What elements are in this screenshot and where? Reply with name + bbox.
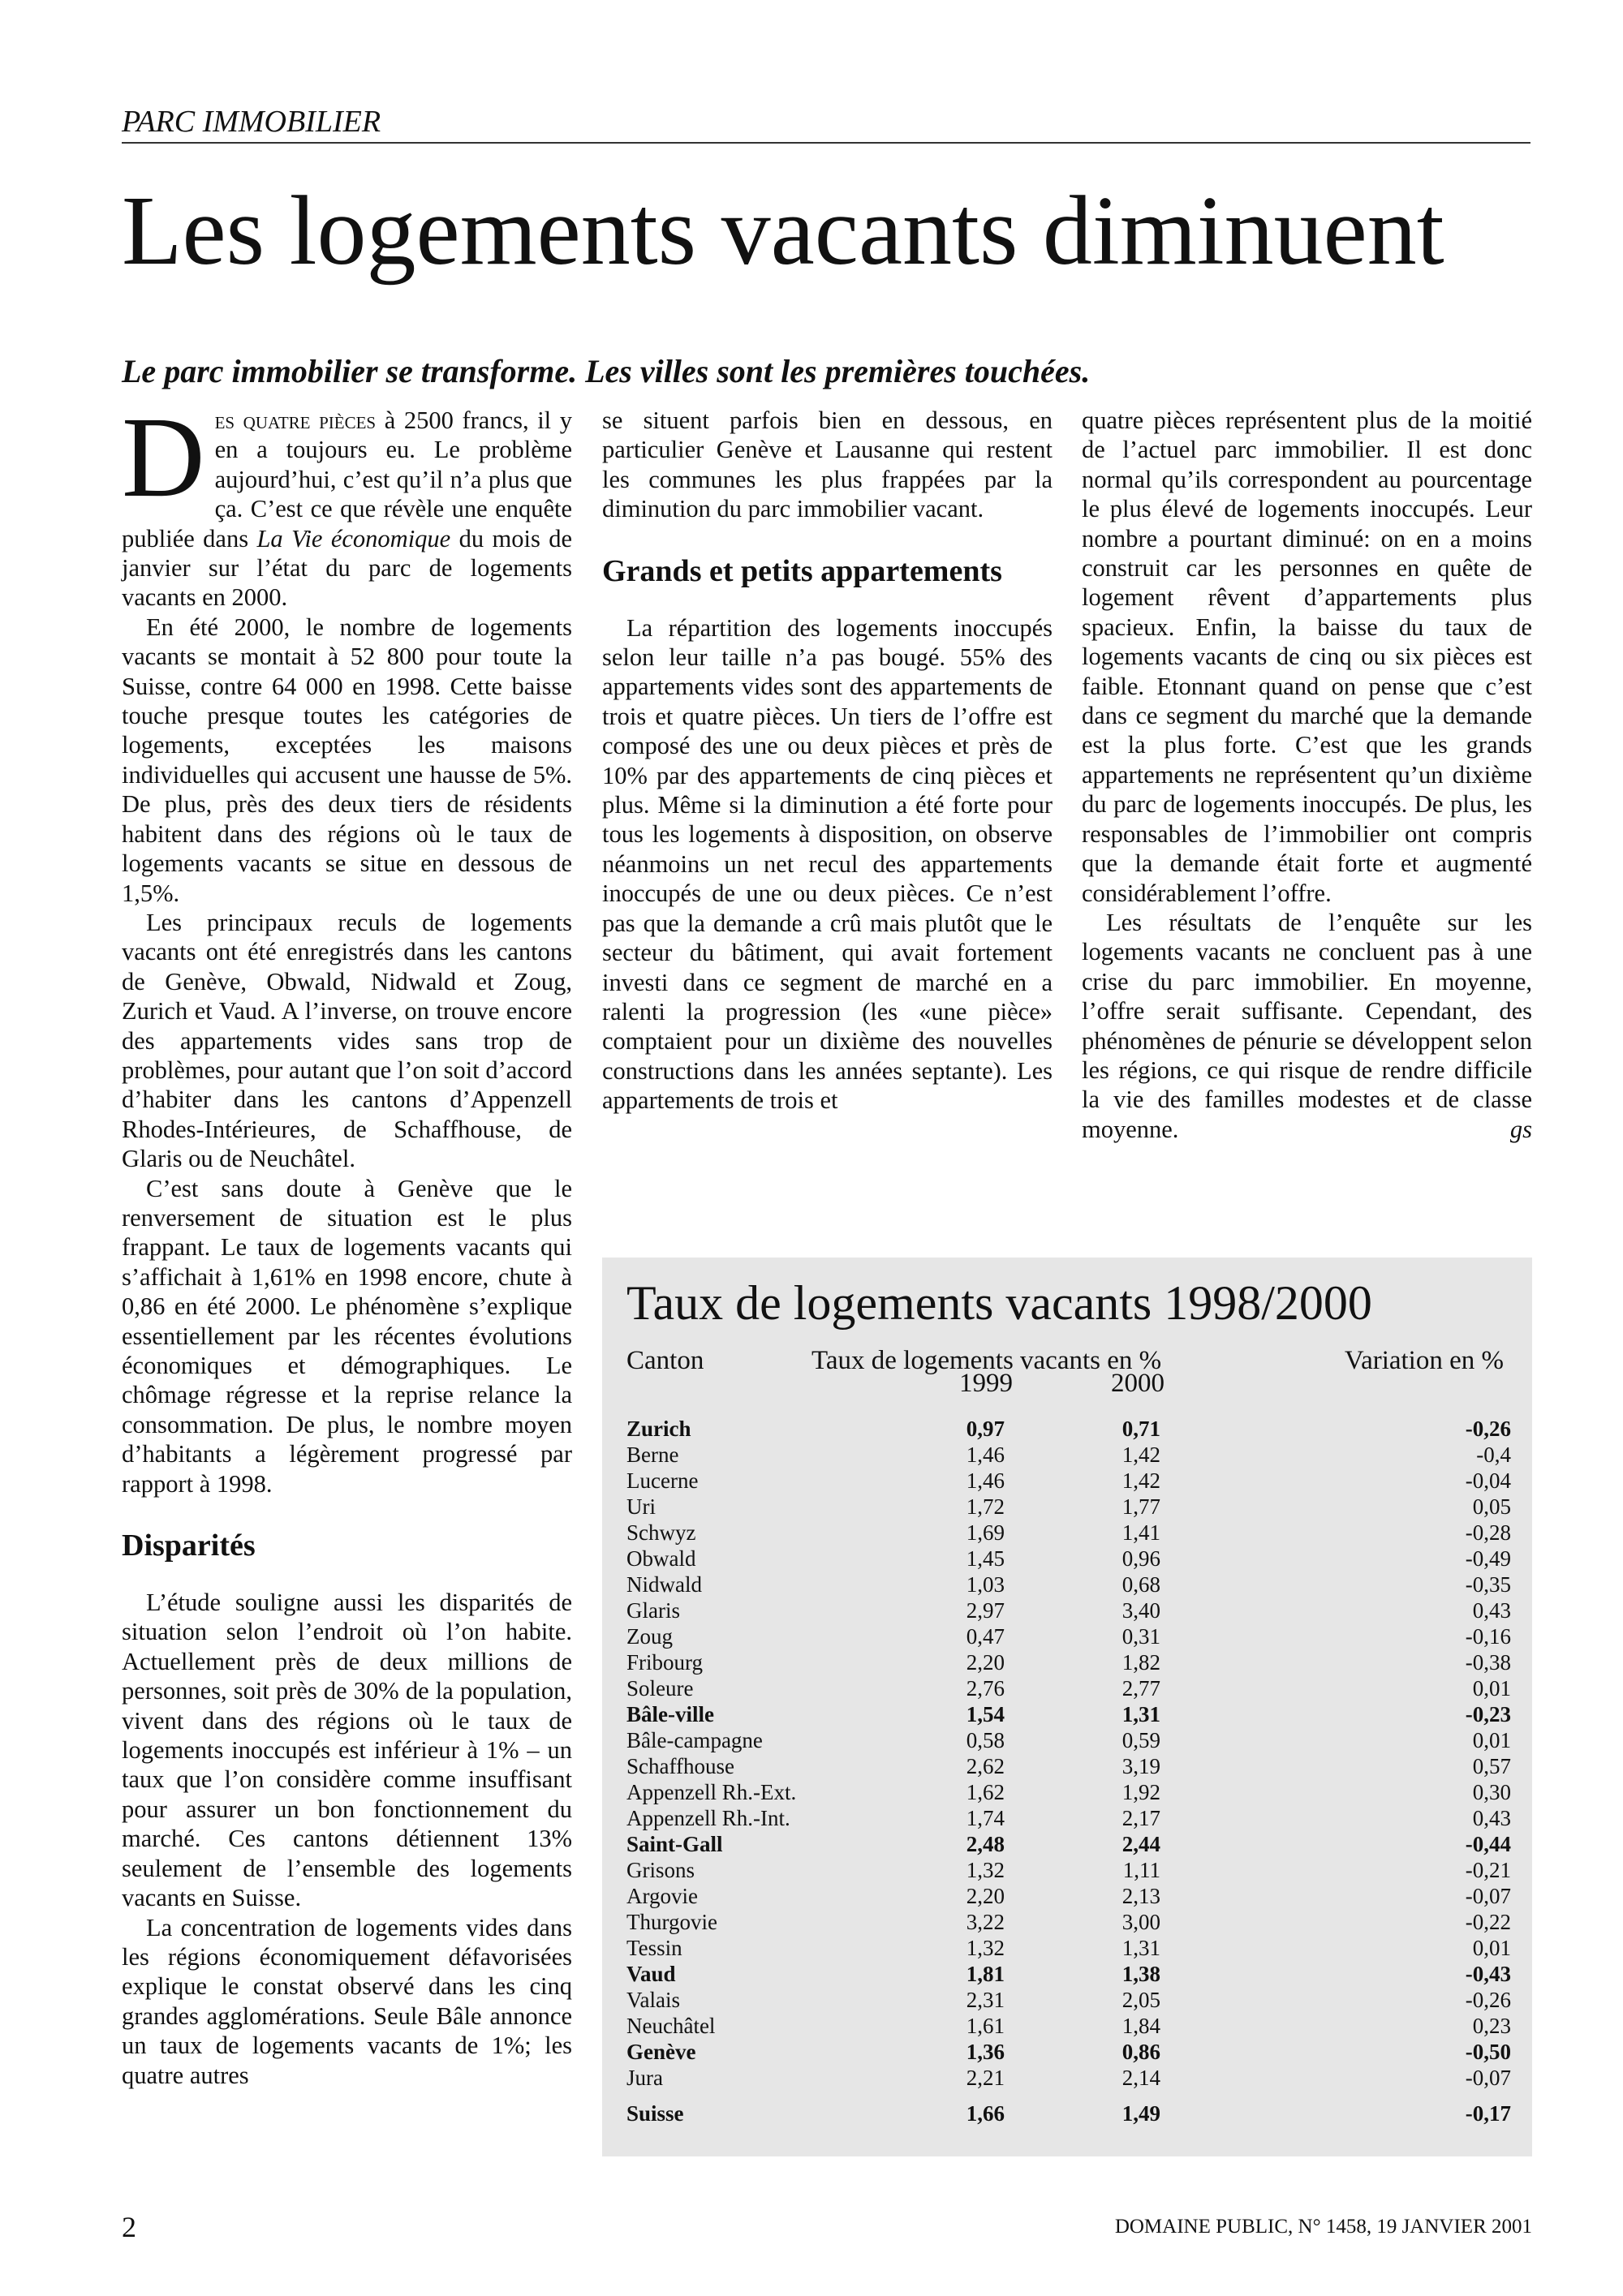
rate-2000-cell: 1,38 bbox=[1121, 1962, 1160, 1986]
rate-2000-cell: 1,82 bbox=[1121, 1650, 1160, 1675]
rate-1999-cell: 2,62 bbox=[966, 1754, 1005, 1778]
variation-cell: -0,07 bbox=[1465, 2066, 1511, 2090]
intro-smallcaps: es quatre pièces bbox=[214, 406, 377, 434]
variation-cell: -0,38 bbox=[1465, 1650, 1511, 1675]
rate-1999-cell: 1,69 bbox=[966, 1520, 1005, 1545]
canton-cell: Argovie bbox=[626, 1884, 698, 1908]
rate-1999-cell: 2,48 bbox=[966, 1832, 1005, 1856]
rate-2000-cell: 1,42 bbox=[1121, 1468, 1160, 1493]
variation-cell: -0,21 bbox=[1465, 1858, 1511, 1882]
rate-2000-cell: 1,49 bbox=[1121, 2101, 1160, 2126]
rate-2000-cell: 3,40 bbox=[1121, 1598, 1160, 1623]
section-label: PARC IMMOBILIER bbox=[122, 101, 1530, 144]
table-row bbox=[626, 1805, 1511, 1831]
intro-text-end: du mois de janvier sur l’état du parc de logements vacants en 2000. bbox=[122, 524, 573, 612]
table-row bbox=[626, 1701, 1511, 1727]
table-row bbox=[626, 1753, 1511, 1779]
rate-2000-cell: 1,84 bbox=[1121, 2014, 1160, 2038]
article-column-3 bbox=[1082, 406, 1532, 1144]
table-rows bbox=[626, 1416, 1511, 2126]
rate-1999-cell: 1,74 bbox=[966, 1806, 1005, 1830]
rate-2000-cell: 2,13 bbox=[1121, 1884, 1160, 1908]
table-title: Taux de logements vacants 1998/2000 bbox=[626, 1276, 1372, 1330]
rate-2000-cell: 2,77 bbox=[1121, 1676, 1160, 1701]
table-row bbox=[626, 1520, 1511, 1546]
rate-2000-cell: 1,77 bbox=[1121, 1494, 1160, 1519]
rate-2000-cell: 0,86 bbox=[1121, 2040, 1160, 2064]
canton-cell: Uri bbox=[626, 1494, 656, 1519]
canton-cell: Vaud bbox=[626, 1962, 676, 1986]
table-row bbox=[626, 1597, 1511, 1623]
body-paragraph: L’étude souligne aussi les disparités de situation selon l’endroit où l’on habite. Actuellement près de deux millions de personnes, soit près de 30% de la population, vivent dans des régions où le taux de logements inoccupés est inférieur à 1% – un taux que l’on considère comme insuffisant pour assurer un bon fonctionnement du marché. Ces cantons détiennent 13% seulement de l’ensemble des logements vacants en Suisse. bbox=[122, 1589, 572, 1912]
canton-cell: Zurich bbox=[626, 1417, 691, 1441]
canton-cell: Tessin bbox=[626, 1936, 682, 1960]
rate-1999-cell: 1,03 bbox=[966, 1572, 1005, 1597]
publication-name: La Vie économique bbox=[256, 524, 451, 553]
variation-cell: -0,07 bbox=[1465, 1884, 1511, 1908]
rate-1999-cell: 0,47 bbox=[966, 1624, 1005, 1649]
canton-cell: Neuchâtel bbox=[626, 2014, 716, 2038]
rate-2000-cell: 2,14 bbox=[1121, 2066, 1160, 2090]
rate-1999-cell: 1,61 bbox=[966, 2014, 1005, 2038]
table-row bbox=[626, 1623, 1511, 1649]
body-paragraph bbox=[1082, 908, 1532, 1144]
table-row bbox=[626, 2065, 1511, 2091]
article-column-1 bbox=[122, 393, 573, 2090]
canton-cell: Bâle-campagne bbox=[626, 1728, 763, 1752]
vacancy-rate-table bbox=[602, 1258, 1532, 2156]
canton-cell: Thurgovie bbox=[626, 1910, 717, 1934]
rate-1999-cell: 1,45 bbox=[966, 1546, 1005, 1571]
table-row bbox=[626, 1546, 1511, 1572]
canton-cell: Suisse bbox=[626, 2101, 684, 2126]
variation-cell: -0,50 bbox=[1465, 2040, 1511, 2064]
rate-2000-cell: 3,19 bbox=[1121, 1754, 1160, 1778]
canton-cell: Valais bbox=[626, 1988, 680, 2012]
canton-cell: Nidwald bbox=[626, 1572, 702, 1597]
table-row bbox=[626, 1675, 1511, 1701]
rate-1999-cell: 2,20 bbox=[966, 1884, 1005, 1908]
canton-cell: Bâle-ville bbox=[626, 1702, 714, 1726]
variation-cell: -0,35 bbox=[1465, 1572, 1511, 1597]
table-row bbox=[626, 1779, 1511, 1805]
drop-cap: D bbox=[122, 393, 205, 521]
table-row bbox=[626, 1935, 1511, 1961]
canton-cell: Lucerne bbox=[626, 1468, 699, 1493]
rate-1999-cell: 2,31 bbox=[966, 1988, 1005, 2012]
intro-text: à 2500 francs, il y en a toujours eu. Le problème aujourd’hui, c’est qu’il n’a plus que ça. C’est ce que révèle une enquête publiée dans bbox=[122, 406, 572, 553]
body-paragraph: En été 2000, le nombre de logements vacants se montait à 52 800 pour toute la Suisse, contre 64 000 en 1998. Cette baisse touche presque toutes les catégories de logements, exceptées les maisons individuelles qui accusent une hausse de 5%. De plus, près des deux tiers de résidents habitent dans des régions où le taux de logements vacants se situe en dessous de 1,5%. bbox=[122, 613, 572, 907]
rate-2000-cell: 1,31 bbox=[1121, 1936, 1160, 1960]
rate-1999-cell: 2,76 bbox=[966, 1676, 1005, 1701]
rate-2000-cell: 0,68 bbox=[1121, 1572, 1160, 1597]
canton-cell: Jura bbox=[626, 2066, 663, 2090]
article-lead: Le parc immobilier se transforme. Les villes sont les premières touchées. bbox=[122, 353, 1091, 389]
table-row bbox=[626, 1649, 1511, 1675]
rate-2000-cell: 1,92 bbox=[1121, 1780, 1160, 1804]
table-row bbox=[626, 1909, 1511, 1935]
rate-1999-cell: 1,81 bbox=[966, 1962, 1005, 1986]
table-row bbox=[626, 1468, 1511, 1494]
header-1999: 1999 bbox=[959, 1369, 1013, 1398]
table-row bbox=[626, 2039, 1511, 2065]
subhead-disparites: Disparités bbox=[122, 1529, 256, 1563]
rate-1999-cell: 0,97 bbox=[966, 1417, 1005, 1441]
header-canton: Canton bbox=[626, 1346, 704, 1375]
rate-2000-cell: 1,42 bbox=[1121, 1443, 1160, 1467]
canton-cell: Appenzell Rh.-Ext. bbox=[626, 1780, 797, 1804]
rate-1999-cell: 1,66 bbox=[966, 2101, 1005, 2126]
variation-cell: -0,04 bbox=[1465, 1468, 1511, 1493]
rate-2000-cell: 1,11 bbox=[1122, 1858, 1160, 1882]
table-row bbox=[626, 2013, 1511, 2039]
rate-2000-cell: 2,17 bbox=[1121, 1806, 1160, 1830]
rate-2000-cell: 3,00 bbox=[1121, 1910, 1160, 1934]
rate-2000-cell: 1,41 bbox=[1121, 1520, 1160, 1545]
variation-cell: 0,23 bbox=[1472, 2014, 1511, 2038]
variation-cell: 0,43 bbox=[1472, 1598, 1511, 1623]
canton-cell: Glaris bbox=[626, 1598, 680, 1623]
rate-2000-cell: 1,31 bbox=[1121, 1702, 1160, 1726]
body-paragraph: Les principaux reculs de logements vacants ont été enregistrés dans les cantons de Genève, Obwald, Nidwald et Zoug, Zurich et Vaud. A l’inverse, on trouve encore des appartements vides sans trop de problèmes, pour autant que l’on soit d’accord d’habiter dans les cantons d’Appenzell Rhodes-Intérieures, de Schaffhouse, de Glaris ou de Neuchâtel. bbox=[122, 908, 572, 1173]
rate-1999-cell: 1,72 bbox=[966, 1494, 1005, 1519]
rate-1999-cell: 2,21 bbox=[966, 2066, 1005, 2090]
canton-cell: Berne bbox=[626, 1443, 679, 1467]
rate-1999-cell: 1,54 bbox=[966, 1702, 1005, 1726]
variation-cell: 0,01 bbox=[1472, 1936, 1511, 1960]
variation-cell: 0,05 bbox=[1472, 1494, 1511, 1519]
rate-1999-cell: 1,46 bbox=[966, 1468, 1005, 1493]
rate-2000-cell: 0,59 bbox=[1121, 1728, 1160, 1752]
rate-1999-cell: 1,32 bbox=[966, 1936, 1005, 1960]
variation-cell: 0,01 bbox=[1472, 1728, 1511, 1752]
body-paragraph: La répartition des logements inoccupés selon leur taille n’a pas bougé. 55% des appartements vides sont des appartements de trois et quatre pièces. Un tiers de l’offre est composé des une ou deux pièces et près de 10% par des appartements de cinq pièces et plus. Même si la diminution a été forte pour tous les logements à disposition, on observe néanmoins un net recul des appartements inoccupés de une ou deux pièces. Ce n’est pas que la demande a crû mais plutôt que le secteur du bâtiment, qui avait fortement investi dans ce segment de marché en a ralenti la progression (les «une pièce» comptaient pour un dixième des nouvelles constructions dans les années septante). Les appartements de trois et bbox=[602, 613, 1053, 1115]
rate-1999-cell: 0,58 bbox=[966, 1728, 1005, 1752]
variation-cell: 0,01 bbox=[1472, 1676, 1511, 1701]
rate-1999-cell: 1,32 bbox=[966, 1858, 1005, 1882]
canton-cell: Appenzell Rh.-Int. bbox=[626, 1806, 790, 1830]
variation-cell: -0,23 bbox=[1465, 1702, 1511, 1726]
page-number: 2 bbox=[122, 2211, 136, 2243]
table-row bbox=[626, 1987, 1511, 2013]
body-paragraph: C’est sans doute à Genève que le renversement de situation est le plus frappant. Le taux de logements vacants qui s’affichait à 1,61% en 1998 encore, chute à 0,86 en été 2000. Le phénomène s’explique essentiellement par les récentes évolutions économiques et démographiques. Le chômage régresse et la reprise relance la consommation. De plus, le nombre moyen d’habitants a légèrement progressé par rapport à 1998. bbox=[122, 1174, 572, 1498]
canton-cell: Fribourg bbox=[626, 1650, 704, 1675]
header-rate: Taux de logements vacants en % bbox=[812, 1346, 1162, 1375]
variation-cell: 0,30 bbox=[1472, 1780, 1511, 1804]
canton-cell: Grisons bbox=[626, 1858, 695, 1882]
rate-1999-cell: 2,20 bbox=[966, 1650, 1005, 1675]
rate-2000-cell: 0,71 bbox=[1121, 1417, 1160, 1441]
table-row bbox=[626, 1831, 1511, 1857]
canton-cell: Zoug bbox=[626, 1624, 673, 1649]
table-row bbox=[626, 1442, 1511, 1468]
canton-cell: Schwyz bbox=[626, 1520, 696, 1545]
rate-2000-cell: 2,05 bbox=[1121, 1988, 1160, 2012]
variation-cell: 0,43 bbox=[1472, 1806, 1511, 1830]
closing-text: Les résultats de l’enquête sur les logements vacants ne concluent pas à une crise du parc immobilier. En moyenne, l’offre serait suffisante. Cependant, des phénomènes de pénurie se développent selon les régions, ce qui risque de rendre difficile la vie des familles modestes et de classe moyenne. bbox=[1082, 908, 1532, 1143]
table-row bbox=[626, 1883, 1511, 1909]
variation-cell: -0,16 bbox=[1465, 1624, 1511, 1649]
variation-cell: -0,22 bbox=[1465, 1910, 1511, 1934]
table-row bbox=[626, 1416, 1511, 1442]
rate-2000-cell: 0,31 bbox=[1121, 1624, 1160, 1649]
author-signoff: gs bbox=[1509, 1115, 1532, 1143]
rate-1999-cell: 1,36 bbox=[966, 2040, 1005, 2064]
intro-paragraph bbox=[122, 393, 573, 613]
rate-2000-cell: 0,96 bbox=[1121, 1546, 1160, 1571]
body-paragraph: se situent parfois bien en dessous, en particulier Genève et Lausanne qui restent les communes les plus frappées par la diminution du parc immobilier vacant. bbox=[602, 406, 1053, 523]
rate-2000-cell: 2,44 bbox=[1121, 1832, 1160, 1856]
variation-cell: -0,43 bbox=[1465, 1962, 1511, 1986]
table-row bbox=[626, 1572, 1511, 1597]
footer-credit: DOMAINE PUBLIC, N° 1458, 19 JANVIER 2001 bbox=[1114, 2216, 1532, 2238]
variation-cell: -0,26 bbox=[1465, 1988, 1511, 2012]
table-row bbox=[626, 1727, 1511, 1753]
canton-cell: Genève bbox=[626, 2040, 696, 2064]
body-paragraph: quatre pièces représentent plus de la moitié de l’actuel parc immobilier. Il est donc normal qu’ils correspondent au pourcentage le plus élevé de logements inoccupés. Leur nombre a pourtant diminué: on en a moins construit car les personnes en quête de logement rêvent d’appartements plus spacieux. Enfin, la baisse du taux de logements vacants de cinq ou six pièces est faible. Etonnant quand on pense que c’est dans ce segment du marché que la demande est la plus forte. C’est que les grands appartements ne représentent qu’un dixième du parc de logements inoccupés. De plus, les responsables de l’immobilier ont compris que la demande était forte et augmenté considérablement l’offre. bbox=[1082, 406, 1532, 907]
variation-cell: -0,28 bbox=[1465, 1520, 1511, 1545]
header-variation: Variation en % bbox=[1344, 1346, 1504, 1375]
body-paragraph: La concentration de logements vides dans les régions économiquement défavorisées explique le constat observé dans les cinq grandes agglomérations. Seule Bâle annonce un taux de logements vacants de 1%; les quatre autres bbox=[122, 1913, 572, 2089]
header-2000: 2000 bbox=[1111, 1369, 1165, 1398]
table-total-row bbox=[626, 2100, 1511, 2126]
rate-1999-cell: 1,46 bbox=[966, 1443, 1005, 1467]
variation-cell: -0,49 bbox=[1465, 1546, 1511, 1571]
variation-cell: -0,4 bbox=[1476, 1443, 1511, 1467]
article-title: Les logements vacants diminuent bbox=[122, 176, 1444, 286]
variation-cell: -0,26 bbox=[1465, 1417, 1511, 1441]
table-row bbox=[626, 1857, 1511, 1883]
subhead-grands-appartements: Grands et petits appartements bbox=[602, 553, 1002, 588]
canton-cell: Soleure bbox=[626, 1676, 694, 1701]
rate-1999-cell: 3,22 bbox=[966, 1910, 1005, 1934]
variation-cell: -0,17 bbox=[1465, 2101, 1511, 2126]
article-column-2 bbox=[602, 406, 1053, 1116]
canton-cell: Schaffhouse bbox=[626, 1754, 734, 1778]
variation-cell: -0,44 bbox=[1465, 1832, 1511, 1856]
table-row bbox=[626, 1961, 1511, 1987]
rate-1999-cell: 1,62 bbox=[966, 1780, 1005, 1804]
variation-cell: 0,57 bbox=[1472, 1754, 1511, 1778]
table-row bbox=[626, 1494, 1511, 1520]
canton-cell: Obwald bbox=[626, 1546, 696, 1571]
rate-1999-cell: 2,97 bbox=[966, 1598, 1005, 1623]
canton-cell: Saint-Gall bbox=[626, 1832, 723, 1856]
